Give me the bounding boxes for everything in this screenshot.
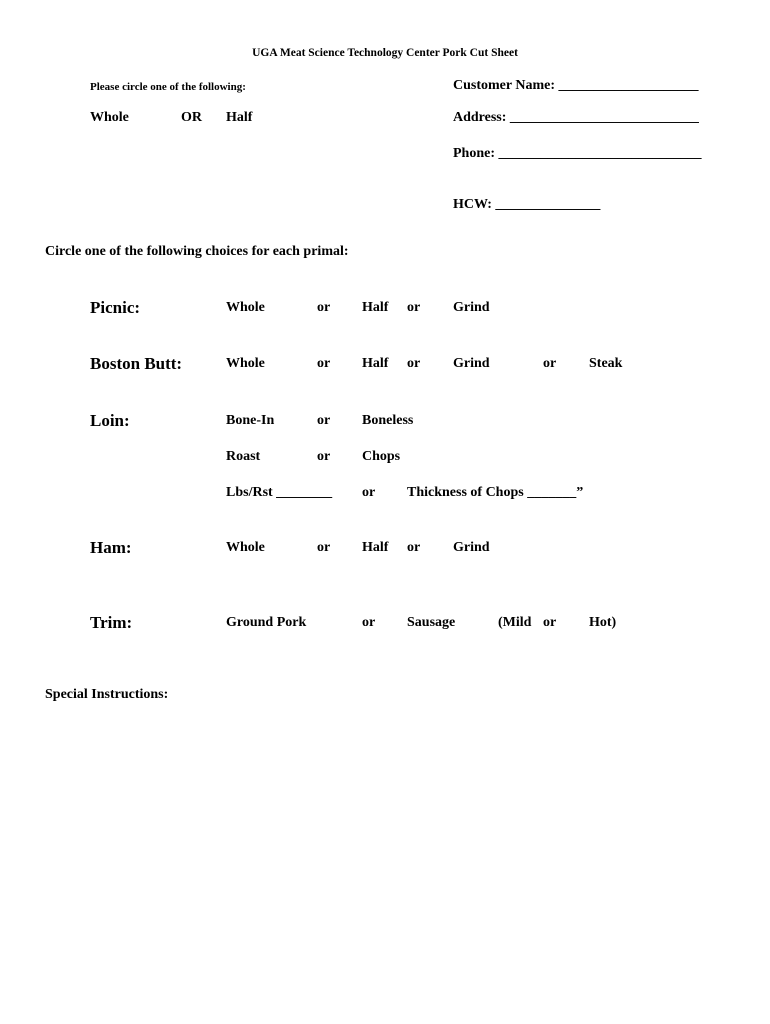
trim-or: or [362,615,376,630]
trim-label: Trim: [90,613,133,632]
picnic-label: Picnic: [90,298,141,317]
size-instruction: Please circle one of the following: [90,81,246,93]
primal-instruction: Circle one of the following choices for each primal: [45,244,349,259]
ham-or: or [407,540,421,555]
hcw-field[interactable]: HCW: _______________ [453,197,601,212]
ham-grind-option[interactable]: Grind [453,540,490,555]
loin-or: or [317,413,331,428]
trim-or: or [543,615,557,630]
boston-whole-option[interactable]: Whole [226,356,265,371]
picnic-or: or [407,300,421,315]
customer-name-field[interactable]: Customer Name: ____________________ [453,78,699,93]
loin-chops-option[interactable]: Chops [362,449,401,464]
loin-or: or [362,485,376,500]
picnic-or: or [317,300,331,315]
loin-lbs-per-roast-field[interactable]: Lbs/Rst ________ [226,485,333,500]
ham-or: or [317,540,331,555]
page-title: UGA Meat Science Technology Center Pork Cut Sheet [252,47,518,59]
picnic-grind-option[interactable]: Grind [453,300,490,315]
ham-whole-option[interactable]: Whole [226,540,265,555]
boston-butt-label: Boston Butt: [90,354,183,373]
loin-chop-thickness-field[interactable]: Thickness of Chops _______” [407,485,584,500]
loin-or: or [317,449,331,464]
trim-mild-option[interactable]: (Mild [498,615,532,630]
picnic-half-option[interactable]: Half [362,300,389,315]
boston-or: or [407,356,421,371]
option-or: OR [181,110,202,125]
ham-label: Ham: [90,538,132,557]
address-field[interactable]: Address: ___________________________ [453,110,699,125]
trim-ground-pork-option[interactable]: Ground Pork [226,615,307,630]
boston-steak-option[interactable]: Steak [589,356,623,371]
loin-boneless-option[interactable]: Boneless [362,413,414,428]
trim-hot-option[interactable]: Hot) [589,615,617,630]
boston-or: or [317,356,331,371]
special-instructions-label: Special Instructions: [45,687,169,702]
boston-grind-option[interactable]: Grind [453,356,490,371]
phone-field[interactable]: Phone: _____________________________ [453,146,702,161]
loin-bone-in-option[interactable]: Bone-In [226,413,275,428]
boston-or: or [543,356,557,371]
loin-roast-option[interactable]: Roast [226,449,261,464]
option-half[interactable]: Half [226,110,253,125]
loin-label: Loin: [90,411,130,430]
ham-half-option[interactable]: Half [362,540,389,555]
trim-sausage-option[interactable]: Sausage [407,615,456,630]
boston-half-option[interactable]: Half [362,356,389,371]
picnic-whole-option[interactable]: Whole [226,300,265,315]
option-whole[interactable]: Whole [90,110,129,125]
